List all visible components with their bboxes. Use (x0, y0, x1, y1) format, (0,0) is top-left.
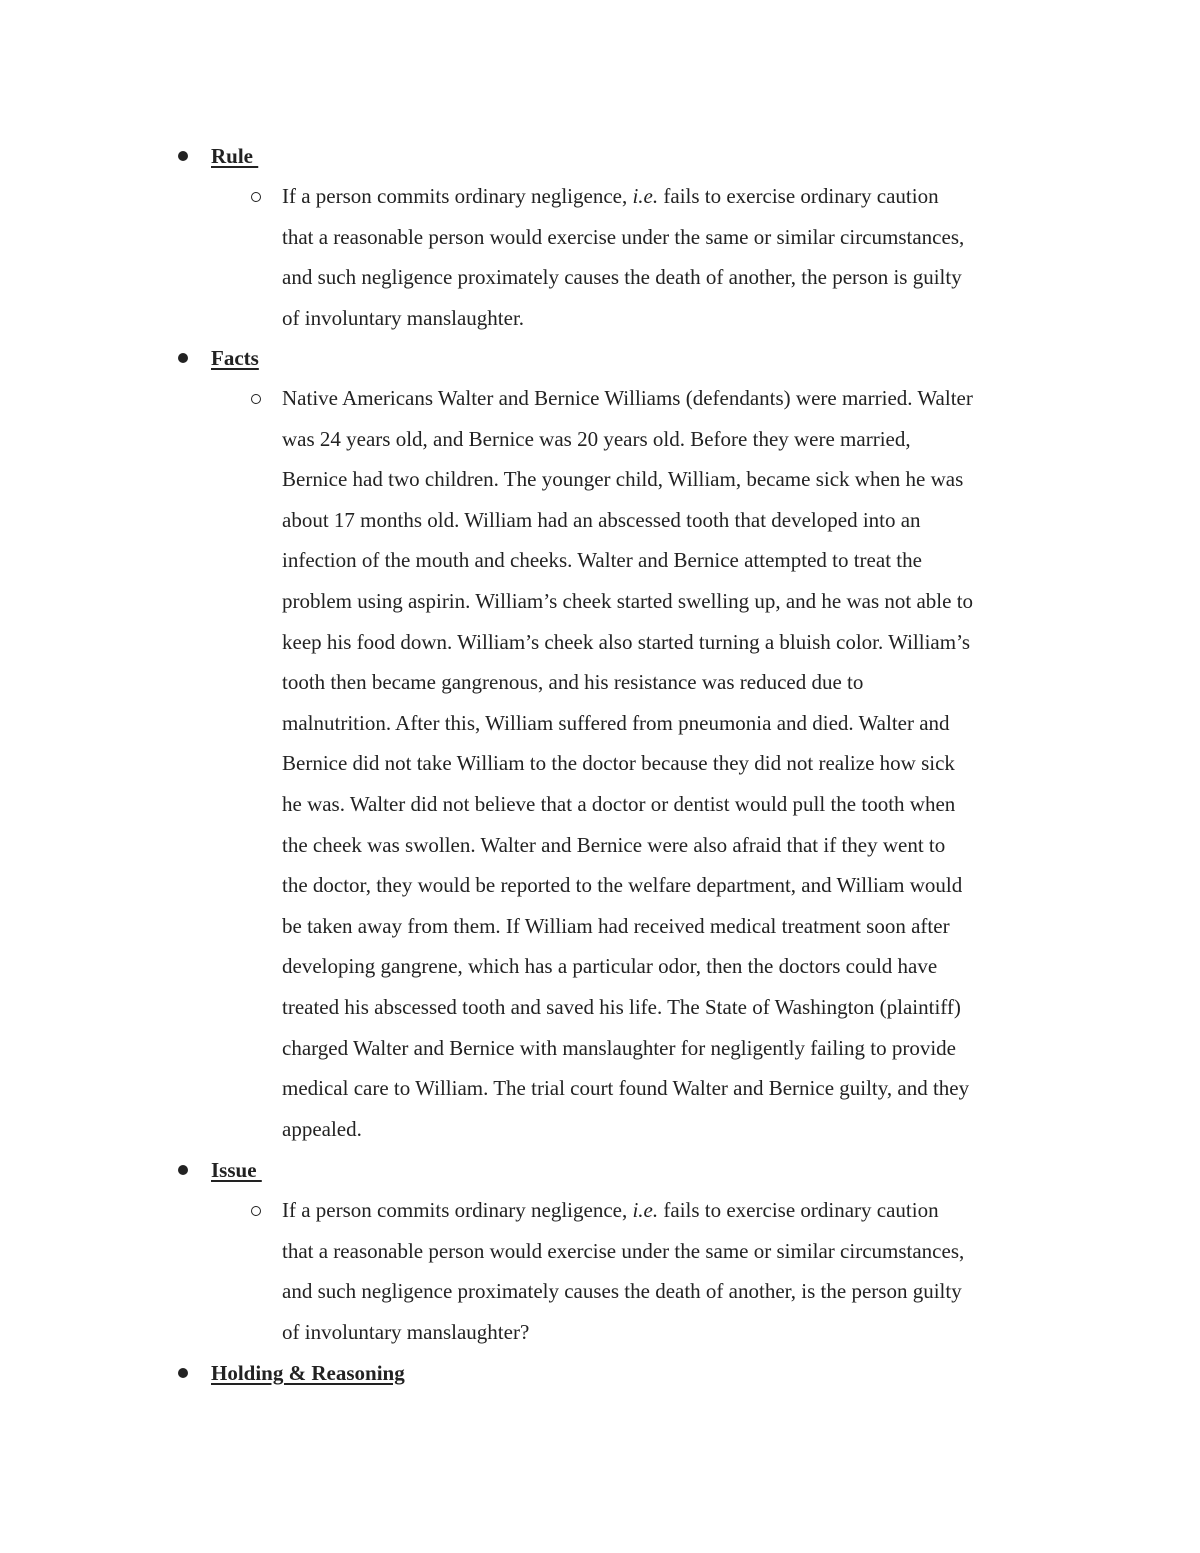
heading-rule: Rule (211, 144, 259, 168)
text-line: was 24 years old, and Bernice was 20 years old. Before they were married, (282, 426, 911, 451)
circle-bullet-icon (251, 192, 261, 202)
paragraph-facts (282, 378, 1072, 1149)
text-line: appealed. (282, 1116, 362, 1141)
text-line: keep his food down. William’s cheek also started turning a bluish color. William’s (282, 629, 971, 654)
text-line: that a reasonable person would exercise under the same or similar circumstances, (282, 1238, 965, 1263)
text-line: If a person commits ordinary negligence, i.e. fails to exercise ordinary caution (282, 184, 939, 208)
text-line: about 17 months old. William had an abscessed tooth that developed into an (282, 507, 921, 532)
circle-bullet-icon (251, 1206, 261, 1216)
text-line: charged Walter and Bernice with manslaughter for negligently failing to provide (282, 1035, 956, 1060)
paragraph-issue (282, 1190, 1072, 1352)
text-line: the cheek was swollen. Walter and Bernice were also afraid that if they went to (282, 832, 946, 857)
italic-text: i.e. (632, 1198, 659, 1222)
bullet-icon (178, 1368, 188, 1378)
bullet-icon (178, 1165, 188, 1175)
text-line: treated his abscessed tooth and saved his life. The State of Washington (plaintiff) (282, 994, 961, 1019)
bullet-icon (178, 151, 188, 161)
italic-text: i.e. (632, 184, 659, 208)
text-line: medical care to William. The trial court found Walter and Bernice guilty, and they (282, 1076, 970, 1101)
heading-issue: Issue (211, 1158, 262, 1182)
text-line: of involuntary manslaughter? (282, 1319, 530, 1344)
circle-bullet-icon (251, 394, 261, 404)
text-line: of involuntary manslaughter. (282, 305, 525, 330)
text-line: that a reasonable person would exercise under the same or similar circumstances, (282, 224, 965, 249)
text-line: be taken away from them. If William had received medical treatment soon after (282, 913, 950, 938)
text-line: and such negligence proximately causes the death of another, the person is guilty (282, 265, 962, 290)
text-line: developing gangrene, which has a particular odor, then the doctors could have (282, 954, 938, 979)
text-line: infection of the mouth and cheeks. Walter and Bernice attempted to treat the (282, 548, 922, 573)
text-line: Bernice had two children. The younger child, William, became sick when he was (282, 467, 964, 492)
bullet-icon (178, 353, 188, 363)
text-line: he was. Walter did not believe that a doctor or dentist would pull the tooth when (282, 791, 956, 816)
text-line: the doctor, they would be reported to the welfare department, and William would (282, 873, 963, 898)
heading-holding-reasoning: Holding & Reasoning (211, 1361, 405, 1385)
text-line: Bernice did not take William to the doctor because they did not realize how sick (282, 751, 955, 776)
text-line: tooth then became gangrenous, and his resistance was reduced due to (282, 670, 864, 695)
text-line: malnutrition. After this, William suffered from pneumonia and died. Walter and (282, 710, 950, 735)
text-line: problem using aspirin. William’s cheek started swelling up, and he was not able to (282, 588, 974, 613)
heading-facts: Facts (211, 346, 259, 370)
paragraph-rule (282, 176, 1072, 338)
text-line: and such negligence proximately causes the death of another, is the person guilty (282, 1279, 962, 1304)
text-line: Native Americans Walter and Bernice Williams (defendants) were married. Walter (282, 386, 973, 410)
text-line: If a person commits ordinary negligence, i.e. fails to exercise ordinary caution (282, 1198, 939, 1222)
